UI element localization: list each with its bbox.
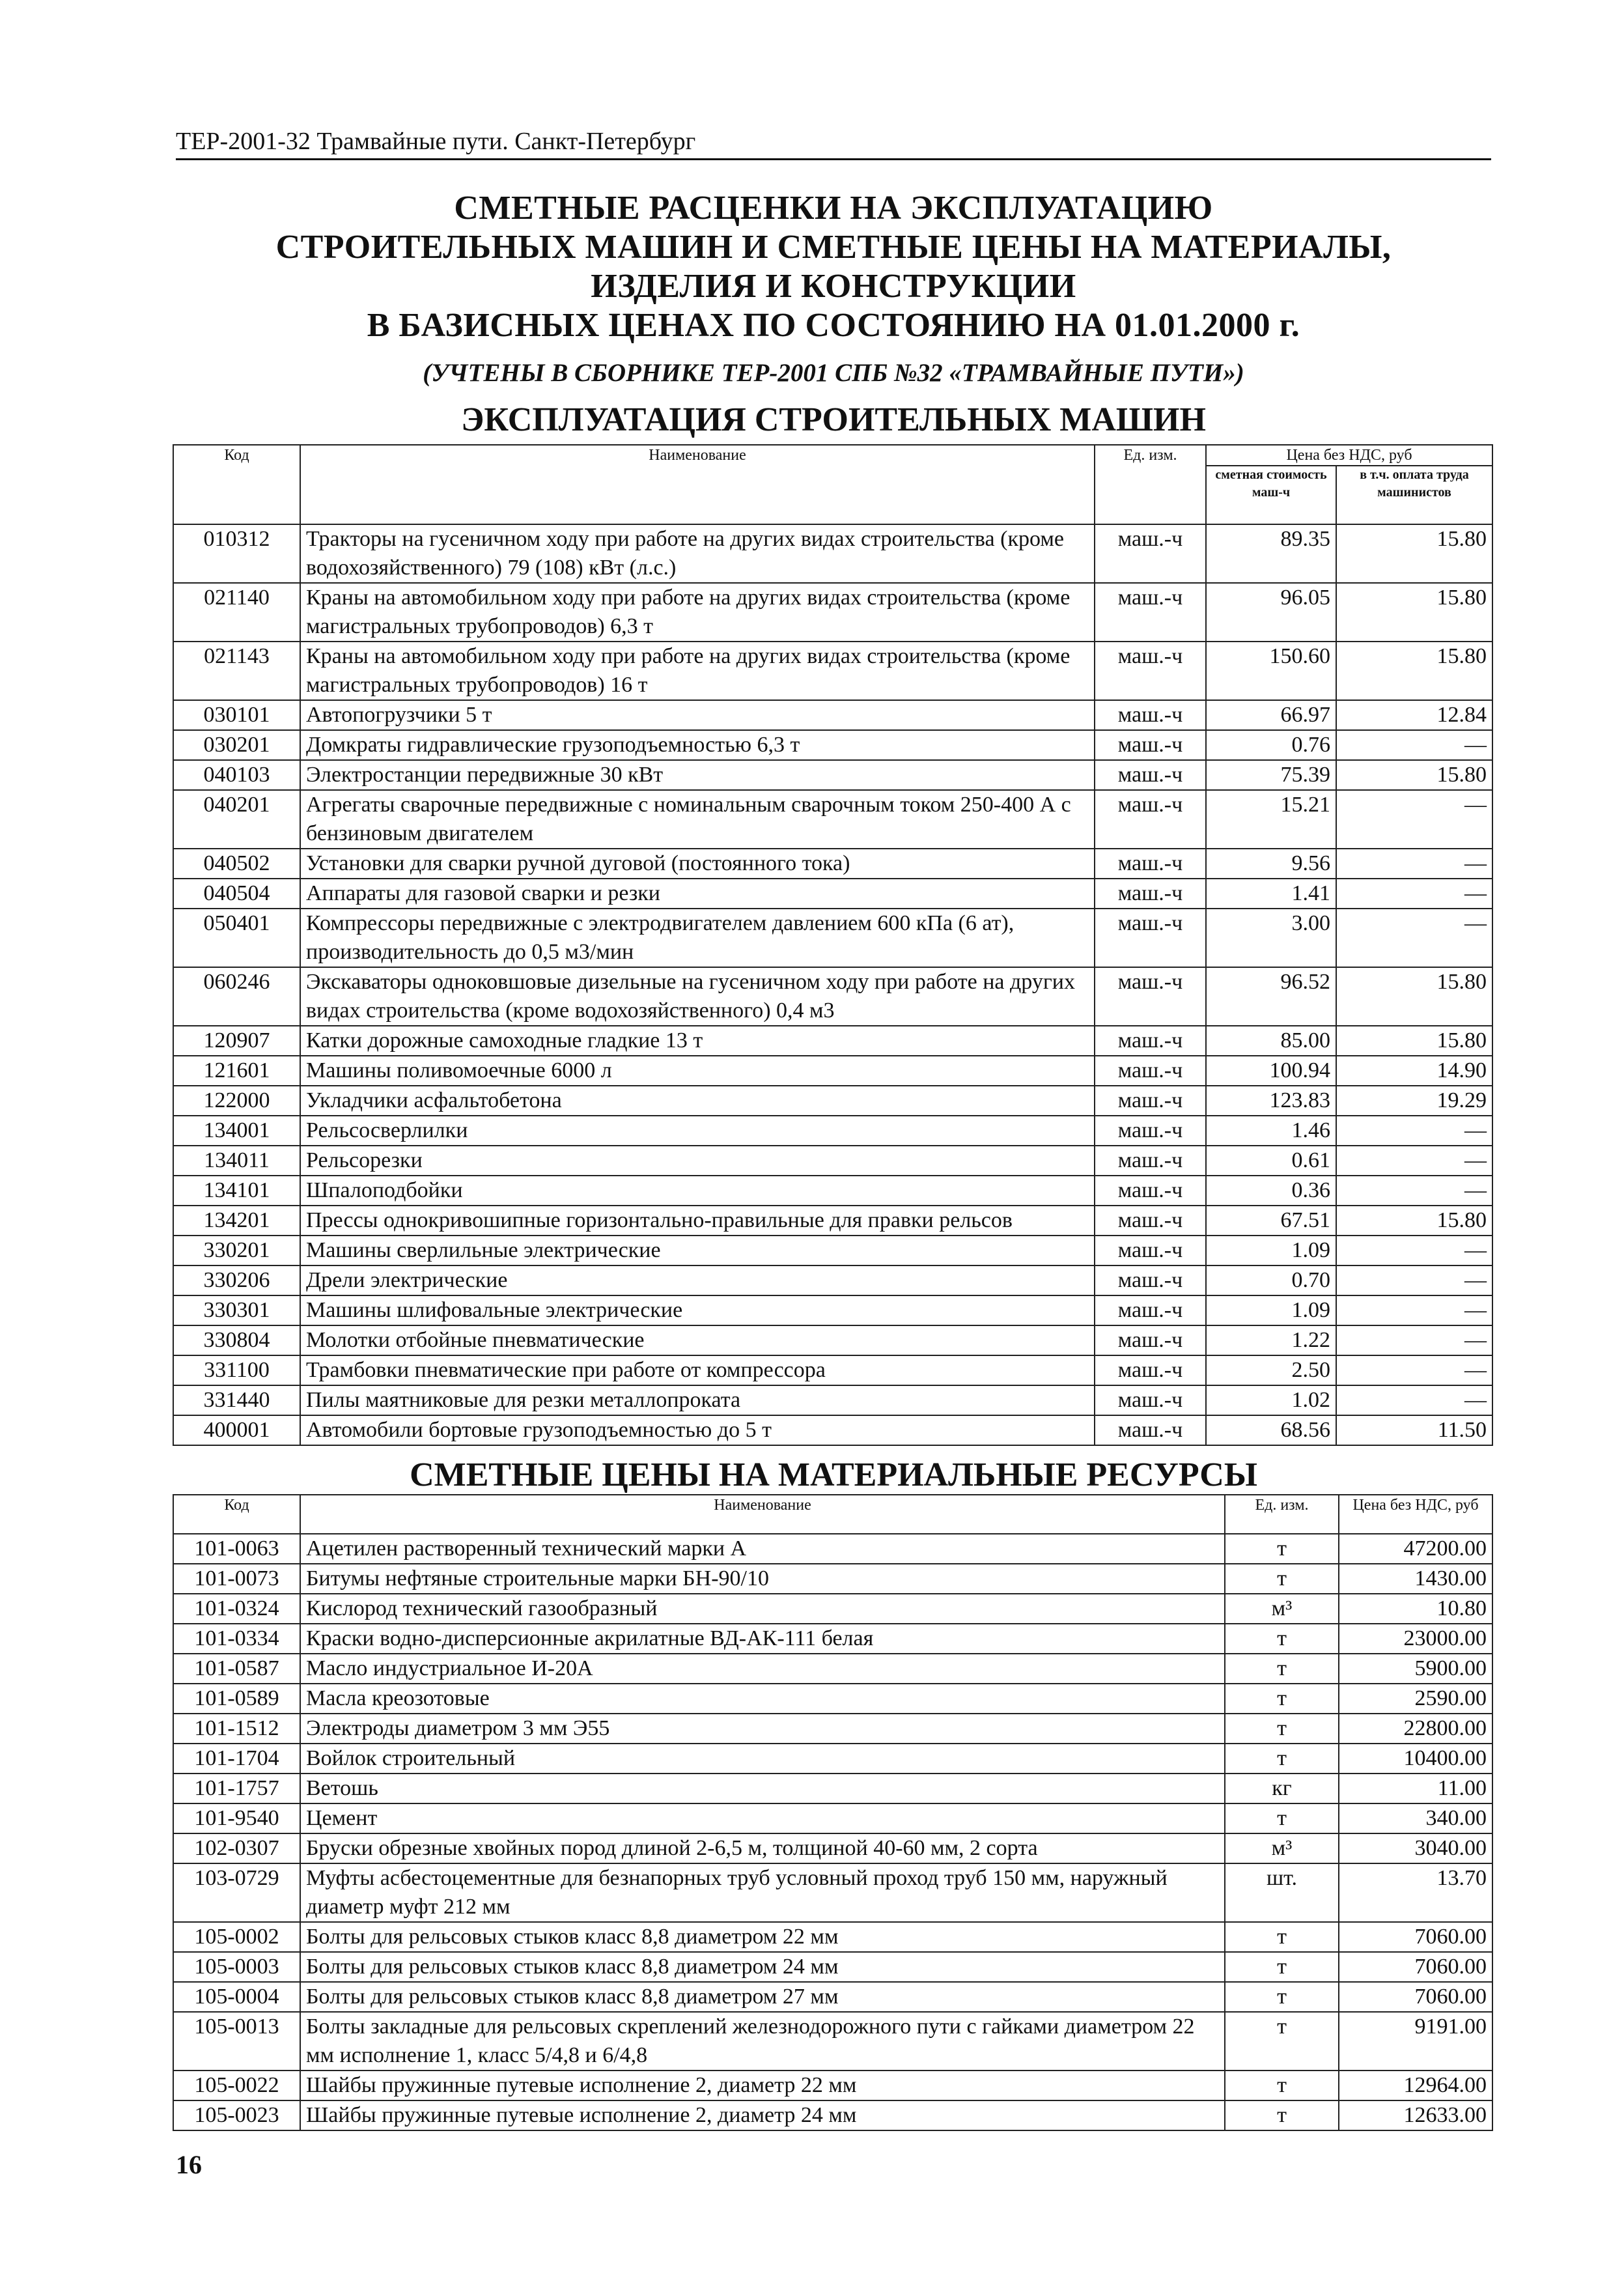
cell-code: 101-0589: [173, 1684, 300, 1714]
cell-price: 10400.00: [1339, 1744, 1492, 1774]
cell-labor: —: [1336, 1265, 1492, 1295]
table-row: [173, 524, 1492, 583]
cell-name: Краны на автомобильном ходу при работе на других видах строительства (кроме магистральных трубопроводов) 16 т: [300, 642, 1095, 700]
cell-cost: 0.36: [1206, 1176, 1336, 1206]
cell-labor: 15.80: [1336, 583, 1492, 642]
cell-price: 7060.00: [1339, 1952, 1492, 1982]
cell-name: Болты для рельсовых стыков класс 8,8 диаметром 22 мм: [300, 1922, 1225, 1952]
table-row: [173, 1684, 1492, 1714]
table-row: [173, 642, 1492, 700]
cell-price: 1430.00: [1339, 1564, 1492, 1594]
materials-table-body: [173, 1534, 1492, 2130]
cell-cost: 1.41: [1206, 879, 1336, 909]
table-row: [173, 849, 1492, 879]
cell-name: Автопогрузчики 5 т: [300, 700, 1095, 730]
cell-name: Цемент: [300, 1803, 1225, 1833]
cell-code: 103-0729: [173, 1863, 300, 1922]
cell-unit: т: [1225, 2100, 1339, 2130]
cell-code: 060246: [173, 967, 300, 1026]
cell-code: 050401: [173, 909, 300, 967]
cell-name: Укладчики асфальтобетона: [300, 1086, 1095, 1116]
cell-unit: т: [1225, 1744, 1339, 1774]
cell-unit: т: [1225, 1803, 1339, 1833]
cell-unit: т: [1225, 2012, 1339, 2071]
cell-unit: маш.-ч: [1095, 642, 1206, 700]
cell-code: 330206: [173, 1265, 300, 1295]
cell-unit: маш.-ч: [1095, 1265, 1206, 1295]
cell-cost: 89.35: [1206, 524, 1336, 583]
cell-unit: маш.-ч: [1095, 1116, 1206, 1146]
cell-unit: маш.-ч: [1095, 790, 1206, 849]
table-row: [173, 1774, 1492, 1803]
cell-code: 105-0013: [173, 2012, 300, 2071]
cell-code: 331440: [173, 1385, 300, 1415]
cell-unit: маш.-ч: [1095, 1206, 1206, 1236]
cell-unit: маш.-ч: [1095, 700, 1206, 730]
cell-labor: —: [1336, 879, 1492, 909]
cell-name: Машины поливомоечные 6000 л: [300, 1056, 1095, 1086]
title-line-4: В БАЗИСНЫХ ЦЕНАХ ПО СОСТОЯНИЮ НА 01.01.2000 г.: [367, 307, 1300, 344]
cell-cost: 1.02: [1206, 1385, 1336, 1415]
header-code: Код: [173, 445, 300, 524]
cell-labor: 11.50: [1336, 1415, 1492, 1445]
cell-name: Болты для рельсовых стыков класс 8,8 диаметром 27 мм: [300, 1982, 1225, 2012]
table-row: [173, 1594, 1492, 1624]
cell-price: 3040.00: [1339, 1833, 1492, 1863]
cell-name: Дрели электрические: [300, 1265, 1095, 1295]
table-row: [173, 1295, 1492, 1325]
cell-cost: 0.70: [1206, 1265, 1336, 1295]
cell-unit: маш.-ч: [1095, 1236, 1206, 1265]
cell-name: Шайбы пружинные путевые исполнение 2, диаметр 24 мм: [300, 2100, 1225, 2130]
cell-unit: т: [1225, 1714, 1339, 1744]
cell-code: 021140: [173, 583, 300, 642]
cell-unit: т: [1225, 1564, 1339, 1594]
cell-name: Болты для рельсовых стыков класс 8,8 диаметром 24 мм: [300, 1952, 1225, 1982]
cell-cost: 150.60: [1206, 642, 1336, 700]
cell-code: 134001: [173, 1116, 300, 1146]
cell-code: 101-0587: [173, 1654, 300, 1684]
machines-table: [173, 444, 1493, 1446]
header-labor: в т.ч. оплата труда машинистов: [1336, 466, 1492, 524]
cell-labor: —: [1336, 909, 1492, 967]
table-row: [173, 730, 1492, 760]
table-row: [173, 1654, 1492, 1684]
table-row: [173, 760, 1492, 790]
cell-code: 330301: [173, 1295, 300, 1325]
cell-name: Машины сверлильные электрические: [300, 1236, 1095, 1265]
cell-cost: 85.00: [1206, 1026, 1336, 1056]
cell-name: Кислород технический газообразный: [300, 1594, 1225, 1624]
cell-unit: т: [1225, 1684, 1339, 1714]
cell-unit: т: [1225, 1624, 1339, 1654]
cell-labor: —: [1336, 1236, 1492, 1265]
cell-name: Рельсорезки: [300, 1146, 1095, 1176]
table-row: [173, 1952, 1492, 1982]
title-line-1: СМЕТНЫЕ РАСЦЕНКИ НА ЭКСПЛУАТАЦИЮ: [454, 190, 1213, 227]
cell-code: 105-0004: [173, 1982, 300, 2012]
cell-unit: т: [1225, 1982, 1339, 2012]
cell-name: Муфты асбестоцементные для безнапорных труб условный проход труб 150 мм, наружный диаметр муфт 212 мм: [300, 1863, 1225, 1922]
cell-name: Бруски обрезные хвойных пород длиной 2-6,5 м, толщиной 40-60 мм, 2 сорта: [300, 1833, 1225, 1863]
document-subtitle: (УЧТЕНЫ В СБОРНИКЕ ТЕР-2001 СПБ №32 «ТРАМВАЙНЫЕ ПУТИ»): [423, 359, 1244, 387]
table-row: [173, 2100, 1492, 2130]
cell-unit: маш.-ч: [1095, 1355, 1206, 1385]
cell-cost: 1.22: [1206, 1325, 1336, 1355]
cell-unit: маш.-ч: [1095, 1295, 1206, 1325]
cell-code: 101-1704: [173, 1744, 300, 1774]
cell-cost: 123.83: [1206, 1086, 1336, 1116]
cell-labor: —: [1336, 1325, 1492, 1355]
table-row: [173, 1714, 1492, 1744]
cell-name: Ветошь: [300, 1774, 1225, 1803]
cell-price: 10.80: [1339, 1594, 1492, 1624]
cell-name: Битумы нефтяные строительные марки БН-90/10: [300, 1564, 1225, 1594]
cell-code: 400001: [173, 1415, 300, 1445]
cell-cost: 9.56: [1206, 849, 1336, 879]
cell-code: 101-9540: [173, 1803, 300, 1833]
cell-name: Аппараты для газовой сварки и резки: [300, 879, 1095, 909]
title-line-2: СТРОИТЕЛЬНЫХ МАШИН И СМЕТНЫЕ ЦЕНЫ НА МАТЕРИАЛЫ,: [275, 229, 1392, 266]
table-row: [173, 2071, 1492, 2100]
table-row: [173, 1206, 1492, 1236]
cell-price: 11.00: [1339, 1774, 1492, 1803]
cell-labor: 14.90: [1336, 1056, 1492, 1086]
cell-price: 13.70: [1339, 1863, 1492, 1922]
table-row: [173, 1385, 1492, 1415]
table-row: [173, 909, 1492, 967]
table-row: [173, 1982, 1492, 2012]
cell-code: 040502: [173, 849, 300, 879]
cell-code: 331100: [173, 1355, 300, 1385]
cell-name: Автомобили бортовые грузоподъемностью до 5 т: [300, 1415, 1095, 1445]
cell-price: 7060.00: [1339, 1922, 1492, 1952]
table-row: [173, 1325, 1492, 1355]
table-row: [173, 700, 1492, 730]
table-row: [173, 879, 1492, 909]
table-row: [173, 1265, 1492, 1295]
cell-cost: 68.56: [1206, 1415, 1336, 1445]
table-row: [173, 1415, 1492, 1445]
cell-code: 330804: [173, 1325, 300, 1355]
table-row: [173, 1833, 1492, 1863]
table-row: [173, 1624, 1492, 1654]
cell-price: 2590.00: [1339, 1684, 1492, 1714]
cell-code: 101-0334: [173, 1624, 300, 1654]
cell-labor: 15.80: [1336, 1026, 1492, 1056]
cell-name: Электроды диаметром 3 мм Э55: [300, 1714, 1225, 1744]
cell-unit: маш.-ч: [1095, 583, 1206, 642]
cell-unit: маш.-ч: [1095, 909, 1206, 967]
cell-name: Установки для сварки ручной дуговой (постоянного тока): [300, 849, 1095, 879]
table-row: [173, 1146, 1492, 1176]
table-row: [173, 1026, 1492, 1056]
cell-labor: —: [1336, 730, 1492, 760]
cell-name: Краны на автомобильном ходу при работе на других видах строительства (кроме магистральных трубопроводов) 6,3 т: [300, 583, 1095, 642]
cell-code: 330201: [173, 1236, 300, 1265]
cell-unit: маш.-ч: [1095, 1056, 1206, 1086]
cell-cost: 75.39: [1206, 760, 1336, 790]
cell-code: 105-0022: [173, 2071, 300, 2100]
cell-unit: кг: [1225, 1774, 1339, 1803]
cell-code: 134101: [173, 1176, 300, 1206]
cell-name: Шайбы пружинные путевые исполнение 2, диаметр 22 мм: [300, 2071, 1225, 2100]
cell-name: Ацетилен растворенный технический марки А: [300, 1534, 1225, 1564]
cell-name: Шпалоподбойки: [300, 1176, 1095, 1206]
cell-name: Тракторы на гусеничном ходу при работе на других видах строительства (кроме водохозяйственного) 79 (108) кВт (л.с.): [300, 524, 1095, 583]
cell-price: 5900.00: [1339, 1654, 1492, 1684]
cell-code: 122000: [173, 1086, 300, 1116]
cell-unit: маш.-ч: [1095, 849, 1206, 879]
materials-table: [173, 1494, 1493, 2131]
cell-unit: т: [1225, 1534, 1339, 1564]
cell-unit: маш.-ч: [1095, 760, 1206, 790]
cell-code: 134011: [173, 1146, 300, 1176]
cell-labor: —: [1336, 1355, 1492, 1385]
page-number: 16: [176, 2150, 202, 2179]
cell-labor: —: [1336, 1146, 1492, 1176]
cell-code: 102-0307: [173, 1833, 300, 1863]
machines-table-body: [173, 524, 1492, 1445]
cell-code: 021143: [173, 642, 300, 700]
cell-cost: 0.61: [1206, 1146, 1336, 1176]
cell-code: 134201: [173, 1206, 300, 1236]
cell-unit: маш.-ч: [1095, 1325, 1206, 1355]
cell-code: 030201: [173, 730, 300, 760]
table-row: [173, 583, 1492, 642]
table-row: [173, 1176, 1492, 1206]
cell-cost: 1.46: [1206, 1116, 1336, 1146]
cell-unit: маш.-ч: [1095, 967, 1206, 1026]
cell-labor: 15.80: [1336, 1206, 1492, 1236]
cell-code: 121601: [173, 1056, 300, 1086]
cell-name: Катки дорожные самоходные гладкие 13 т: [300, 1026, 1095, 1056]
cell-price: 22800.00: [1339, 1714, 1492, 1744]
cell-code: 105-0023: [173, 2100, 300, 2130]
cell-name: Электростанции передвижные 30 кВт: [300, 760, 1095, 790]
cell-name: Масла креозотовые: [300, 1684, 1225, 1714]
cell-name: Агрегаты сварочные передвижные с номинальным сварочным током 250-400 А с бензиновым двигателем: [300, 790, 1095, 849]
cell-labor: 12.84: [1336, 700, 1492, 730]
materials-header-code: Код: [173, 1495, 300, 1534]
cell-name: Компрессоры передвижные с электродвигателем давлением 600 кПа (6 ат), производительность до 0,5 м3/мин: [300, 909, 1095, 967]
cell-cost: 100.94: [1206, 1056, 1336, 1086]
cell-unit: т: [1225, 1654, 1339, 1684]
cell-code: 010312: [173, 524, 300, 583]
cell-cost: 2.50: [1206, 1355, 1336, 1385]
table-row: [173, 790, 1492, 849]
cell-unit: маш.-ч: [1095, 1176, 1206, 1206]
cell-name: Трамбовки пневматические при работе от компрессора: [300, 1355, 1095, 1385]
header-price: Цена без НДС, руб: [1206, 445, 1492, 466]
header-name: Наименование: [300, 445, 1095, 524]
cell-name: Краски водно-дисперсионные акрилатные ВД-АК-111 белая: [300, 1624, 1225, 1654]
table-row: [173, 1744, 1492, 1774]
materials-header-price: Цена без НДС, руб: [1339, 1495, 1492, 1534]
cell-labor: 15.80: [1336, 967, 1492, 1026]
header-unit: Ед. изм.: [1095, 445, 1206, 524]
cell-unit: маш.-ч: [1095, 1086, 1206, 1116]
cell-unit: т: [1225, 2071, 1339, 2100]
cell-name: Прессы однокривошипные горизонтально-правильные для правки рельсов: [300, 1206, 1095, 1236]
cell-price: 47200.00: [1339, 1534, 1492, 1564]
cell-unit: м³: [1225, 1833, 1339, 1863]
table-row: [173, 1116, 1492, 1146]
cell-cost: 0.76: [1206, 730, 1336, 760]
header-cost: сметная стоимость маш-ч: [1206, 466, 1336, 524]
materials-section-title: СМЕТНЫЕ ЦЕНЫ НА МАТЕРИАЛЬНЫЕ РЕСУРСЫ: [410, 1456, 1257, 1493]
cell-unit: маш.-ч: [1095, 1385, 1206, 1415]
cell-name: Машины шлифовальные электрические: [300, 1295, 1095, 1325]
cell-code: 101-0063: [173, 1534, 300, 1564]
table-row: [173, 1236, 1492, 1265]
materials-header-name: Наименование: [300, 1495, 1225, 1534]
cell-unit: т: [1225, 1922, 1339, 1952]
cell-cost: 3.00: [1206, 909, 1336, 967]
cell-name: Экскаваторы одноковшовые дизельные на гусеничном ходу при работе на других видах строительства (кроме водохозяйственного) 0,4 м3: [300, 967, 1095, 1026]
cell-unit: т: [1225, 1952, 1339, 1982]
cell-labor: —: [1336, 1295, 1492, 1325]
cell-labor: —: [1336, 790, 1492, 849]
cell-code: 040103: [173, 760, 300, 790]
cell-name: Рельсосверлилки: [300, 1116, 1095, 1146]
cell-labor: —: [1336, 849, 1492, 879]
cell-cost: 1.09: [1206, 1295, 1336, 1325]
cell-unit: маш.-ч: [1095, 1026, 1206, 1056]
cell-labor: 15.80: [1336, 524, 1492, 583]
table-row: [173, 2012, 1492, 2071]
cell-code: 030101: [173, 700, 300, 730]
cell-labor: 15.80: [1336, 642, 1492, 700]
cell-name: Домкраты гидравлические грузоподъемностью 6,3 т: [300, 730, 1095, 760]
cell-unit: маш.-ч: [1095, 730, 1206, 760]
cell-code: 040504: [173, 879, 300, 909]
cell-code: 040201: [173, 790, 300, 849]
cell-labor: 15.80: [1336, 760, 1492, 790]
cell-cost: 67.51: [1206, 1206, 1336, 1236]
cell-labor: —: [1336, 1176, 1492, 1206]
cell-code: 101-1512: [173, 1714, 300, 1744]
table-row: [173, 1922, 1492, 1952]
cell-labor: 19.29: [1336, 1086, 1492, 1116]
cell-price: 23000.00: [1339, 1624, 1492, 1654]
cell-code: 105-0003: [173, 1952, 300, 1982]
document-title: [176, 189, 1491, 388]
cell-cost: 66.97: [1206, 700, 1336, 730]
cell-price: 12633.00: [1339, 2100, 1492, 2130]
cell-unit: маш.-ч: [1095, 879, 1206, 909]
cell-code: 105-0002: [173, 1922, 300, 1952]
cell-labor: —: [1336, 1116, 1492, 1146]
cell-name: Масло индустриальное И-20А: [300, 1654, 1225, 1684]
table-row: [173, 1863, 1492, 1922]
cell-cost: 1.09: [1206, 1236, 1336, 1265]
cell-cost: 15.21: [1206, 790, 1336, 849]
cell-price: 9191.00: [1339, 2012, 1492, 2071]
cell-unit: шт.: [1225, 1863, 1339, 1922]
cell-cost: 96.52: [1206, 967, 1336, 1026]
running-title: ТЕР-2001-32 Трамвайные пути. Санкт-Петербург: [176, 127, 1491, 160]
cell-price: 7060.00: [1339, 1982, 1492, 2012]
table-row: [173, 1355, 1492, 1385]
table-row: [173, 1534, 1492, 1564]
cell-cost: 96.05: [1206, 583, 1336, 642]
cell-price: 12964.00: [1339, 2071, 1492, 2100]
cell-unit: маш.-ч: [1095, 524, 1206, 583]
table-row: [173, 1086, 1492, 1116]
cell-code: 101-0073: [173, 1564, 300, 1594]
cell-price: 340.00: [1339, 1803, 1492, 1833]
cell-code: 120907: [173, 1026, 300, 1056]
table-row: [173, 1564, 1492, 1594]
cell-name: Войлок строительный: [300, 1744, 1225, 1774]
cell-unit: м³: [1225, 1594, 1339, 1624]
cell-name: Болты закладные для рельсовых скреплений железнодорожного пути с гайками диаметром 22 мм исполнение 1, класс 5/4,8 и 6/4,8: [300, 2012, 1225, 2071]
cell-unit: маш.-ч: [1095, 1415, 1206, 1445]
materials-header-unit: Ед. изм.: [1225, 1495, 1339, 1534]
cell-unit: маш.-ч: [1095, 1146, 1206, 1176]
table-row: [173, 1803, 1492, 1833]
cell-code: 101-1757: [173, 1774, 300, 1803]
table-row: [173, 1056, 1492, 1086]
cell-code: 101-0324: [173, 1594, 300, 1624]
cell-labor: —: [1336, 1385, 1492, 1415]
cell-name: Пилы маятниковые для резки металлопроката: [300, 1385, 1095, 1415]
machines-section-title: ЭКСПЛУАТАЦИЯ СТРОИТЕЛЬНЫХ МАШИН: [461, 401, 1206, 438]
title-line-3: ИЗДЕЛИЯ И КОНСТРУКЦИИ: [591, 268, 1076, 305]
table-row: [173, 967, 1492, 1026]
cell-name: Молотки отбойные пневматические: [300, 1325, 1095, 1355]
